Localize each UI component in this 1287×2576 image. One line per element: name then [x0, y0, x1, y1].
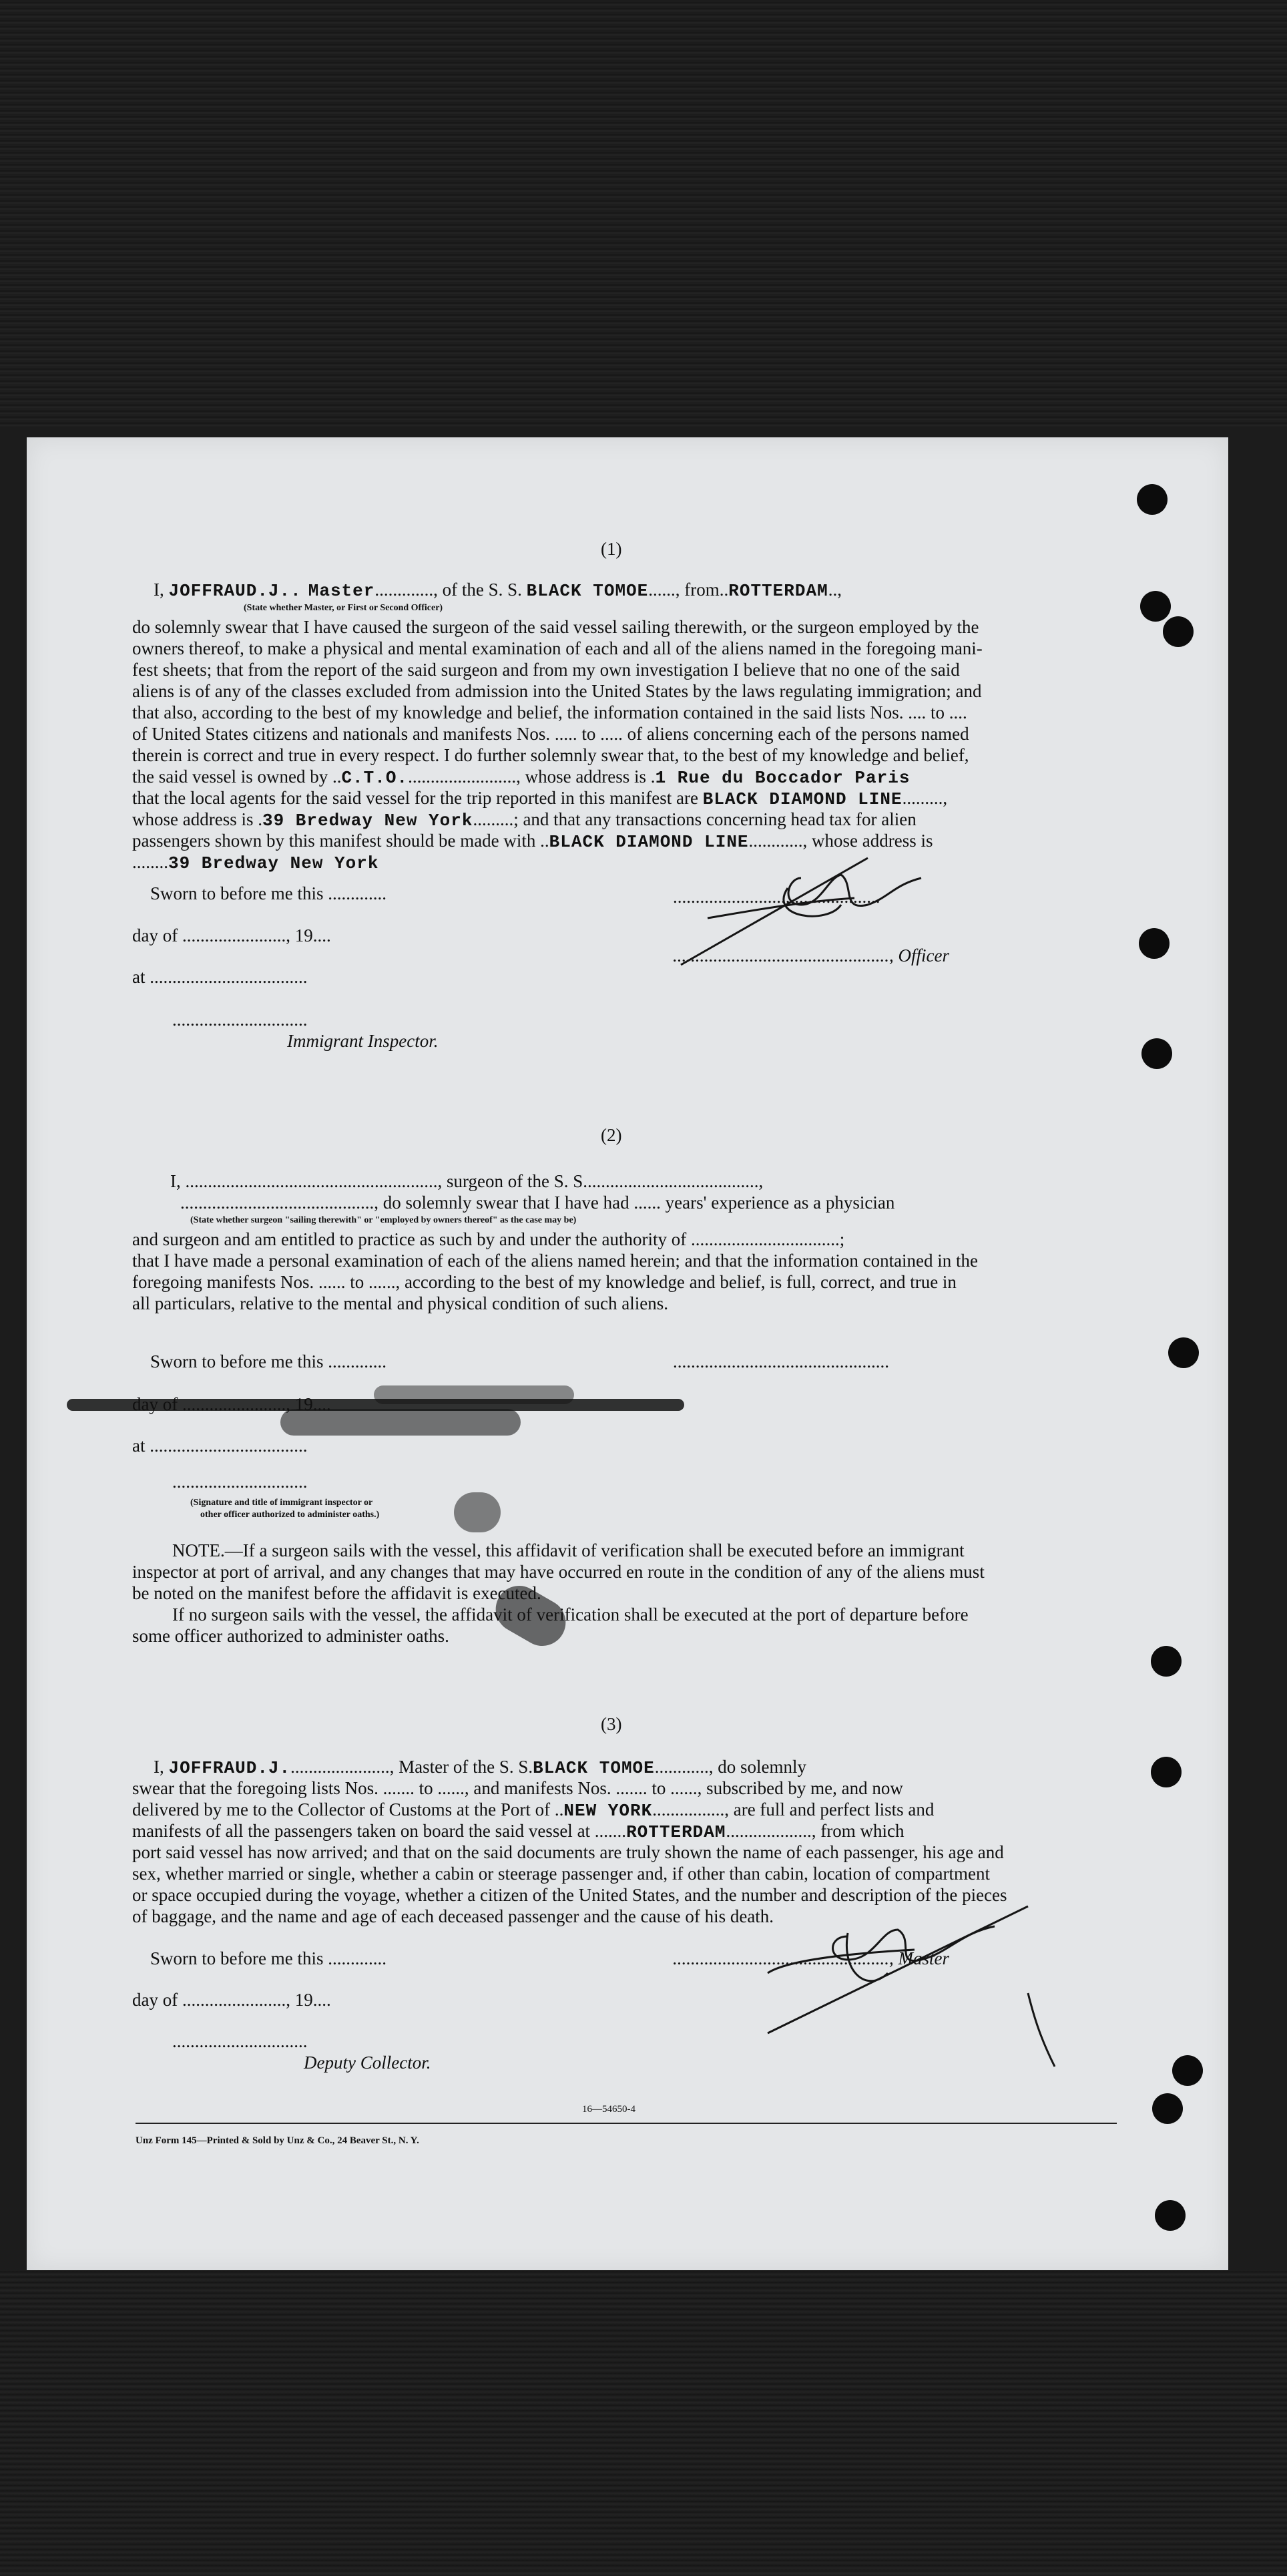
punch-hole: [1151, 1646, 1182, 1677]
form-code: 16—54650-4: [582, 2104, 635, 2115]
arrival-port: NEW YORK: [563, 1801, 653, 1821]
head-tax-address-line: [132, 851, 378, 874]
surgeon-signature-line: ................................................: [673, 1351, 889, 1371]
at-line: at ...................................: [132, 1436, 308, 1456]
surgeon-line-2: ..........................................., do solemnly swear that I have had ...... years' experience as a physician: [180, 1193, 895, 1213]
printer-line: Unz Form 145—Printed & Sold by Unz & Co., 24 Beaver St., N. Y.: [136, 2135, 419, 2146]
master-line-1: [154, 1756, 806, 1779]
surgeon-body-3: foregoing manifests Nos. ...... to ......, according to the best of my knowledge and belief, is full, correct, and true in: [132, 1272, 957, 1292]
note-line-4: If no surgeon sails with the vessel, the affidavit of verification shall be executed at the port of departure before: [172, 1604, 969, 1625]
oath-body-line-3: fest sheets; that from the report of the said surgeon and from my own investigation I believe that no one of the said: [132, 660, 960, 680]
section-number: (3): [601, 1714, 622, 1734]
note-line-1: NOTE.—If a surgeon sails with the vessel, this affidavit of verification shall be executed before an immigrant: [172, 1540, 965, 1560]
surgeon-body-1: and surgeon and am entitled to practice as such by and under the authority of .................................;: [132, 1229, 845, 1249]
officer-label: ................................................, Officer: [673, 945, 949, 965]
day-line: day of ......................., 19....: [132, 925, 331, 945]
signature-caption-1: (Signature and title of immigrant inspector or: [190, 1498, 373, 1508]
master-line-2: swear that the foregoing lists Nos. ....... to ......, and manifests Nos. ....... to ......, subscribed by me, and now: [132, 1778, 903, 1798]
signature-caption-2: other officer authorized to administer oaths.): [200, 1510, 380, 1520]
text: I,: [154, 580, 169, 600]
punch-hole: [1137, 484, 1168, 515]
punch-hole: [1172, 2055, 1203, 2086]
sworn-line: Sworn to before me this .............: [150, 1948, 387, 1968]
text: ........................, whose address is .: [408, 767, 656, 787]
master-line-3: [132, 1799, 934, 1821]
inspector-label: Immigrant Inspector.: [287, 1031, 439, 1051]
collector-signature-line: ..............................: [172, 2031, 308, 2051]
oath-body-line-6: of United States citizens and nationals and manifests Nos. ..... to ..... of aliens concerning each of the persons named: [132, 724, 969, 744]
master-name: JOFFRAUD.J..: [168, 581, 302, 601]
inspector-signature-line: ..............................: [172, 1010, 308, 1030]
manifest-affidavit-page: [27, 437, 1228, 2270]
scan-background-top: [0, 0, 1287, 427]
collector-label: Deputy Collector.: [304, 2053, 431, 2073]
punch-hole: [1141, 1038, 1172, 1069]
officer-signature-line: ..............................................: [673, 887, 880, 907]
master-body-4: of baggage, and the name and age of each deceased passenger and the cause of his death.: [132, 1906, 774, 1926]
text: I,: [154, 1757, 169, 1777]
departure-port: ROTTERDAM: [728, 581, 828, 601]
note-line-2: inspector at port of arrival, and any changes that may have occurred en route in the condition of any of the aliens must: [132, 1562, 985, 1582]
text: .........; and that any transactions concerning head tax for alien: [473, 809, 917, 829]
note-under-surgeon: (State whether surgeon "sailing therewith" or "employed by owners thereof" as the case may be): [190, 1215, 577, 1225]
punch-hole: [1139, 928, 1170, 959]
oath-body-line-5: that also, according to the best of my knowledge and belief, the information contained in the said lists Nos. .... to ....: [132, 702, 967, 722]
ship-name: BLACK TOMOE: [533, 1758, 655, 1778]
sworn-line: Sworn to before me this .............: [150, 1351, 387, 1371]
punch-hole: [1152, 2093, 1183, 2124]
agents-line: [132, 787, 947, 810]
agents-address: 39 Bredway New York: [262, 811, 473, 831]
surgeon-body-2: that I have made a personal examination of each of the aliens named herein; and that the information contained in the: [132, 1251, 979, 1271]
text: manifests of all the passengers taken on board the said vessel at .......: [132, 1821, 627, 1841]
oath-body-line-7: therein is correct and true in every respect. I do further solemnly swear that, to the best of my knowledge and belief,: [132, 745, 969, 765]
master-body-1: port said vessel has now arrived; and that on the said documents are truly shown the name of each passenger, his age and: [132, 1842, 1004, 1862]
note-under-master: (State whether Master, or First or Second Officer): [244, 603, 443, 613]
ink-smear: [454, 1492, 501, 1532]
text: ......................, Master of the S. S.: [290, 1757, 533, 1777]
note-line-5: some officer authorized to administer oaths.: [132, 1626, 449, 1646]
text: ..................., from which: [726, 1821, 905, 1841]
text: ............, do solemnly: [654, 1757, 807, 1777]
agents-address-line: [132, 809, 917, 831]
oath-body-line-2: owners thereof, to make a physical and mental examination of each and all of the aliens named in the foregoing mani-: [132, 638, 983, 658]
surgeon-body-4: all particulars, relative to the mental and physical condition of such aliens.: [132, 1293, 668, 1313]
text: that the local agents for the said vessel for the trip reported in this manifest are: [132, 788, 703, 808]
text: passengers shown by this manifest should be made with ..: [132, 831, 549, 851]
ship-name: BLACK TOMOE: [526, 581, 649, 601]
text: ......, from..: [648, 580, 729, 600]
punch-hole: [1163, 616, 1194, 647]
day-line: day of ......................., 19....: [132, 1990, 331, 2010]
owner-name: C.T.O.: [341, 768, 409, 788]
oath-body-line-1: do solemnly swear that I have caused the surgeon of the said vessel sailing therewith, or the surgeon employed by the: [132, 617, 979, 637]
signature-line: ..............................: [172, 1472, 308, 1492]
at-line: at ...................................: [132, 967, 308, 987]
owner-line: [132, 766, 910, 789]
text: whose address is .: [132, 809, 262, 829]
oath-body-line-4: aliens is of any of the classes excluded from admission into the United States by the laws regulating immigration; and: [132, 681, 982, 701]
master-signature-2: [748, 1893, 1068, 2073]
scan-background-bottom: [0, 2270, 1287, 2576]
punch-hole: [1155, 2200, 1186, 2231]
master-title: Master: [308, 581, 375, 601]
text: ........: [132, 852, 168, 872]
sworn-line: Sworn to before me this .............: [150, 883, 387, 903]
master-body-3: or space occupied during the voyage, whether a citizen of the United States, and the number and description of the pieces: [132, 1885, 1007, 1905]
surgeon-line-1: I, ........................................................, surgeon of the S. S.......................................,: [170, 1171, 764, 1191]
punch-hole: [1151, 1757, 1182, 1787]
note-line-3: be noted on the manifest before the affidavit is executed.: [132, 1583, 541, 1603]
footer-rule: [136, 2123, 1117, 2124]
ink-smear: [374, 1385, 574, 1404]
master-line-4: [132, 1820, 904, 1843]
master-body-2: sex, whether married or single, whether a cabin or steerage passenger and, if other than cabin, location of compartment: [132, 1864, 991, 1884]
text: ............, whose address is: [748, 831, 933, 851]
master-name: JOFFRAUD.J.: [168, 1758, 291, 1778]
section-number: (2): [601, 1125, 622, 1145]
departure-port: ROTTERDAM: [626, 1822, 726, 1842]
head-tax-agent: BLACK DIAMOND LINE: [549, 832, 749, 852]
punch-hole: [1168, 1337, 1199, 1368]
owner-address: 1 Rue du Boccador Paris: [655, 768, 911, 788]
section-number: (1): [601, 539, 622, 559]
punch-hole: [1140, 591, 1171, 622]
master-label: ................................................, Master: [673, 1948, 949, 1968]
text: ................, are full and perfect lists and: [652, 1799, 935, 1819]
head-tax-address: 39 Bredway New York: [168, 853, 379, 873]
text: ..,: [828, 580, 842, 600]
text: delivered by me to the Collector of Customs at the Port of ..: [132, 1799, 564, 1819]
text: ............., of the S. S.: [374, 580, 527, 600]
text: .........,: [902, 788, 948, 808]
text: the said vessel is owned by ..: [132, 767, 342, 787]
local-agents: BLACK DIAMOND LINE: [702, 789, 903, 809]
ink-smear: [280, 1409, 521, 1436]
master-signature-1: [668, 838, 975, 972]
